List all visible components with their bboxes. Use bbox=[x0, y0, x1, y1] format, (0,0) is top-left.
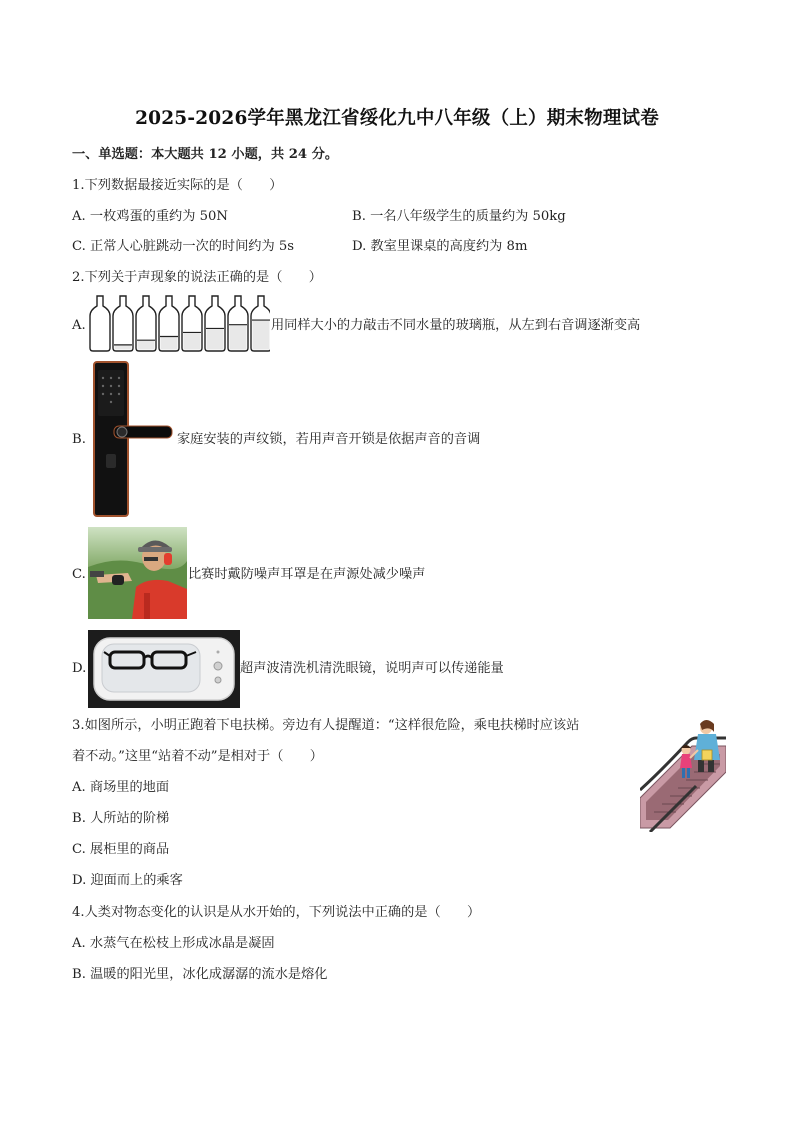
question-1-option-c: C. 正常人心脏跳动一次的时间约为 5s bbox=[72, 239, 294, 254]
bottle-water bbox=[230, 325, 247, 350]
question-4-option-b: B. 温暖的阳光里，冰化成潺潺的流水是熔化 bbox=[72, 967, 328, 982]
bottle-water bbox=[138, 340, 155, 349]
question-2-option-d-text: 超声波清洗机清洗眼镜，说明声可以传递能量 bbox=[240, 661, 504, 676]
bottle-water bbox=[207, 328, 224, 349]
question-1-option-b: B. 一名八年级学生的质量约为 50kg bbox=[352, 209, 566, 224]
question-2-option-b-text: 家庭安装的声纹锁，若用声音开锁是依据声音的音调 bbox=[177, 432, 481, 447]
voice-lock-image bbox=[88, 358, 176, 520]
question-3-option-d: D. 迎面而上的乘客 bbox=[72, 873, 183, 888]
escalator-illustration bbox=[640, 716, 726, 832]
question-4-option-a: A. 水蒸气在松枝上形成冰晶是凝固 bbox=[72, 936, 275, 951]
bottle-outline bbox=[113, 296, 133, 351]
bottle-outline bbox=[90, 296, 110, 351]
question-3-stem-line-2: 着不动。”这里“站着不动”是相对于（ ） bbox=[72, 749, 323, 764]
glass-bottle bbox=[251, 296, 270, 351]
section-heading: 一、单选题：本大题共 12 小题，共 24 分。 bbox=[72, 147, 339, 162]
question-2-option-a-text: 用同样大小的力敲击不同水量的玻璃瓶，从左到右音调逐渐变高 bbox=[271, 318, 641, 333]
bottle-water bbox=[161, 336, 178, 349]
glass-bottle bbox=[182, 296, 202, 351]
question-3-option-a: A. 商场里的地面 bbox=[72, 780, 170, 795]
glass-bottle bbox=[228, 296, 248, 351]
question-2-option-a-label: A. bbox=[72, 318, 86, 333]
question-2-option-d-label: D. bbox=[72, 661, 87, 676]
question-2-option-b-label: B. bbox=[72, 432, 86, 447]
question-3-stem-line-1: 3.如图所示，小明正跑着下电扶梯。旁边有人提醒道：“这样很危险，乘电扶梯时应该站 bbox=[72, 718, 580, 733]
glass-bottle bbox=[113, 296, 133, 351]
glass-bottle bbox=[159, 296, 179, 351]
bottle-water bbox=[184, 332, 201, 349]
glass-bottle bbox=[205, 296, 225, 351]
bottle-water bbox=[253, 320, 270, 349]
glass-bottle bbox=[136, 296, 156, 351]
exam-title: 2025-2026学年黑龙江省绥化九中八年级（上）期末物理试卷 bbox=[135, 108, 659, 129]
bottle-water bbox=[115, 345, 132, 350]
question-1-option-d: D. 教室里课桌的高度约为 8m bbox=[352, 239, 528, 254]
ultrasonic-cleaner-image bbox=[88, 630, 240, 708]
question-2-option-c-text: 比赛时戴防噪声耳罩是在声源处减少噪声 bbox=[188, 567, 426, 582]
question-2-stem: 2.下列关于声现象的说法正确的是（ ） bbox=[72, 270, 322, 285]
shooter-earmuffs-image bbox=[88, 527, 187, 619]
question-4-stem: 4.人类对物态变化的认识是从水开始的，下列说法中正确的是（ ） bbox=[72, 905, 481, 920]
question-1-option-a: A. 一枚鸡蛋的重约为 50N bbox=[72, 209, 228, 224]
glass-bottles-image bbox=[88, 294, 270, 354]
question-3-option-c: C. 展柜里的商品 bbox=[72, 842, 170, 857]
glass-bottle bbox=[90, 296, 110, 351]
question-1-stem: 1.下列数据最接近实际的是（ ） bbox=[72, 178, 283, 193]
question-2-option-c-label: C. bbox=[72, 567, 86, 582]
question-3-option-b: B. 人所站的阶梯 bbox=[72, 811, 170, 826]
